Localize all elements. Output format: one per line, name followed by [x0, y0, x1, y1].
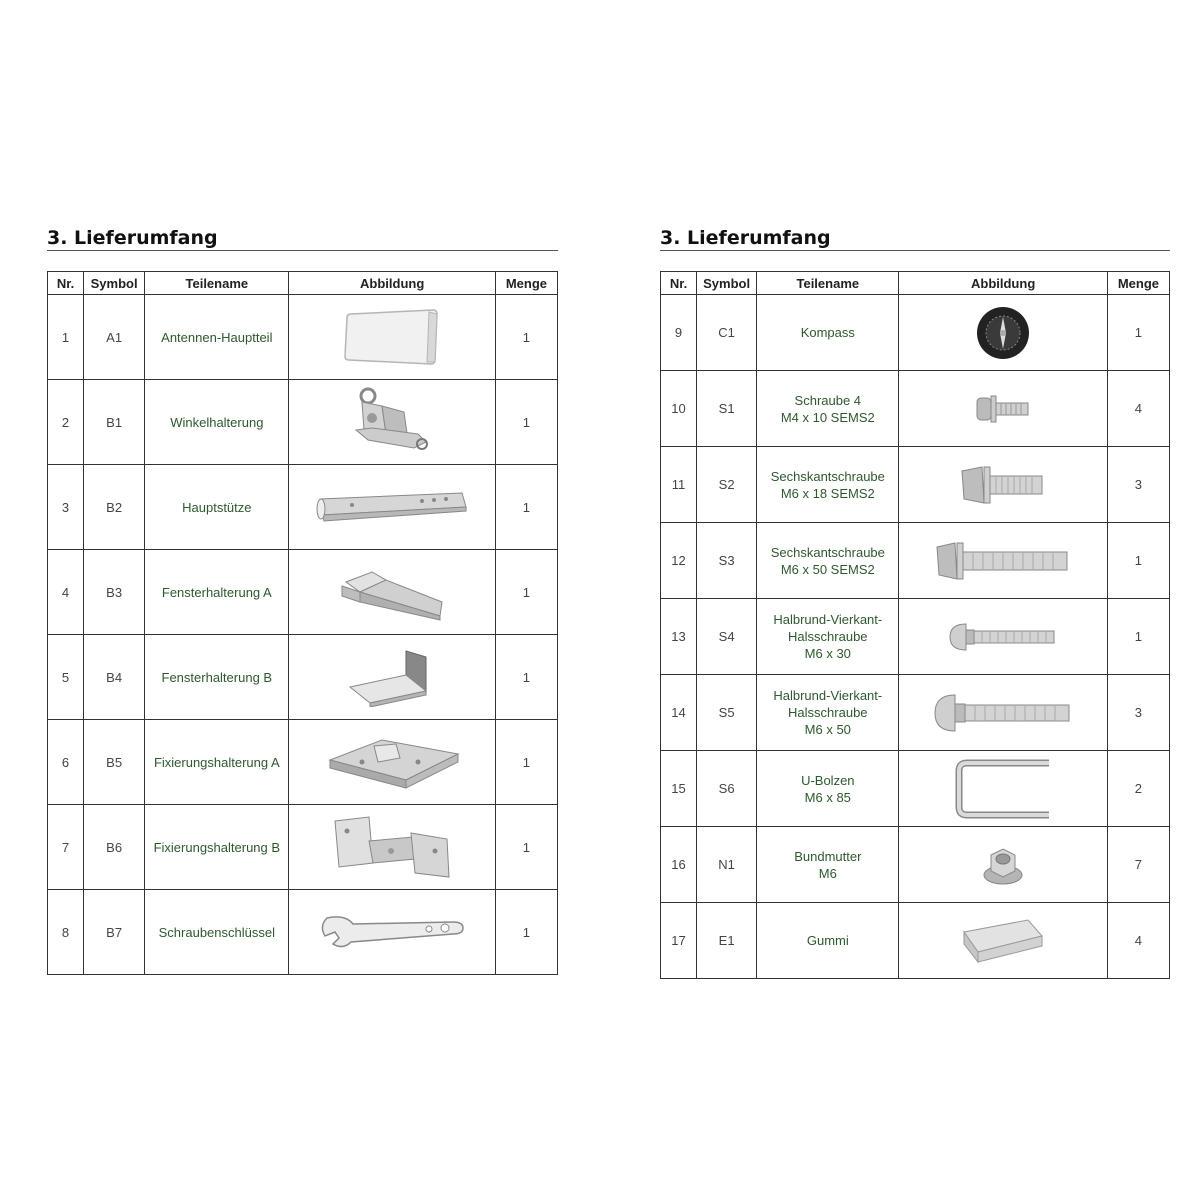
- table-row: [661, 371, 1170, 447]
- compass-image: [971, 303, 1035, 363]
- table-row: [48, 890, 558, 975]
- flange-nut-image: [981, 843, 1025, 887]
- name-line: M6: [818, 865, 837, 881]
- name-line: Sechskantschraube: [770, 544, 885, 560]
- cell-symbol: S1: [697, 371, 757, 447]
- table-row: [661, 751, 1170, 827]
- header-qty: Menge: [495, 272, 557, 295]
- cell-name: Fensterhalterung B: [145, 635, 289, 720]
- cell-symbol: S5: [697, 675, 757, 751]
- cell-name: [757, 447, 899, 523]
- cell-symbol: B1: [84, 380, 145, 465]
- cell-name: Schraubenschlüssel: [145, 890, 289, 975]
- cell-qty: 1: [495, 890, 557, 975]
- name-line: Sechskantschraube: [770, 468, 885, 484]
- wrench-image: [317, 912, 467, 952]
- table-row: [48, 550, 558, 635]
- main-support-image: [312, 489, 472, 525]
- cell-name: Winkelhalterung: [145, 380, 289, 465]
- table-row: [661, 903, 1170, 979]
- hex-screw-m6x50-image: [933, 539, 1073, 583]
- table-row: [48, 465, 558, 550]
- cell-symbol: B3: [84, 550, 145, 635]
- name-line: Halbrund-Vierkant-: [773, 688, 883, 703]
- cell-qty: 3: [1107, 675, 1169, 751]
- cell-nr: 3: [48, 465, 84, 550]
- cell-nr: 10: [661, 371, 697, 447]
- rubber-pad-image: [958, 916, 1048, 966]
- name-line: Halbrund-Vierkant-: [773, 612, 883, 627]
- cell-nr: 14: [661, 675, 697, 751]
- cell-symbol: E1: [697, 903, 757, 979]
- cell-nr: 16: [661, 827, 697, 903]
- name-line: Schraube 4: [794, 392, 862, 408]
- name-line: M6 x 18 SEMS2: [780, 485, 875, 501]
- cell-qty: 4: [1107, 903, 1169, 979]
- table-header-row: [48, 272, 558, 295]
- name-line: Halsschraube: [788, 705, 868, 720]
- name-line: Kompass: [800, 325, 855, 340]
- name-line: U-Bolzen: [801, 772, 855, 788]
- header-symbol: Symbol: [697, 272, 757, 295]
- cell-image: [289, 380, 495, 465]
- header-image: Abbildung: [289, 272, 495, 295]
- fixing-bracket-b-image: [327, 813, 457, 881]
- cell-nr: 9: [661, 295, 697, 371]
- cell-image: [899, 295, 1107, 371]
- cell-nr: 1: [48, 295, 84, 380]
- cell-name: Fensterhalterung A: [145, 550, 289, 635]
- parts-table: [660, 271, 1170, 979]
- cell-name: [757, 523, 899, 599]
- table-row: [661, 523, 1170, 599]
- cell-image: [289, 295, 495, 380]
- header-qty: Menge: [1107, 272, 1169, 295]
- cell-symbol: B4: [84, 635, 145, 720]
- name-line: M6 x 50 SEMS2: [780, 561, 875, 577]
- cell-image: [289, 635, 495, 720]
- angle-bracket-image: [342, 386, 442, 458]
- table-header-row: [661, 272, 1170, 295]
- table-row: [48, 295, 558, 380]
- cell-qty: 1: [495, 295, 557, 380]
- u-bolt-image: [953, 757, 1053, 821]
- cell-symbol: S4: [697, 599, 757, 675]
- cell-qty: 1: [495, 465, 557, 550]
- cell-qty: 1: [1107, 599, 1169, 675]
- header-nr: Nr.: [661, 272, 697, 295]
- cell-nr: 12: [661, 523, 697, 599]
- cell-name: [757, 295, 899, 371]
- name-line: M6 x 30: [804, 646, 851, 661]
- cell-name: [757, 827, 899, 903]
- cell-name: Antennen-Hauptteil: [145, 295, 289, 380]
- section-title: 3. Lieferumfang: [660, 226, 1170, 251]
- header-name: Teilename: [145, 272, 289, 295]
- antenna-panel-image: [337, 306, 447, 368]
- table-row: [661, 599, 1170, 675]
- cell-image: [899, 903, 1107, 979]
- cell-name: [757, 903, 899, 979]
- cell-symbol: S2: [697, 447, 757, 523]
- window-bracket-a-image: [332, 562, 452, 622]
- cell-symbol: B6: [84, 805, 145, 890]
- cell-nr: 2: [48, 380, 84, 465]
- name-line: Gummi: [806, 933, 849, 948]
- cell-image: [899, 523, 1107, 599]
- cell-image: [899, 827, 1107, 903]
- cell-nr: 15: [661, 751, 697, 827]
- cell-name: Fixierungshalterung B: [145, 805, 289, 890]
- name-line: M4 x 10 SEMS2: [780, 409, 875, 425]
- cell-image: [899, 751, 1107, 827]
- cell-image: [899, 675, 1107, 751]
- name-line: M6 x 85: [804, 789, 851, 805]
- cell-symbol: N1: [697, 827, 757, 903]
- cell-image: [899, 599, 1107, 675]
- hex-screw-m6x18-image: [958, 463, 1048, 507]
- screw-m4x10-image: [973, 392, 1033, 426]
- cell-image: [899, 447, 1107, 523]
- cell-qty: 1: [495, 805, 557, 890]
- table-row: [661, 827, 1170, 903]
- window-bracket-b-image: [342, 647, 442, 707]
- cell-qty: 7: [1107, 827, 1169, 903]
- cell-qty: 1: [495, 550, 557, 635]
- cell-qty: 1: [1107, 523, 1169, 599]
- cell-qty: 2: [1107, 751, 1169, 827]
- cell-nr: 11: [661, 447, 697, 523]
- table-row: [48, 805, 558, 890]
- cell-symbol: S3: [697, 523, 757, 599]
- cell-image: [289, 890, 495, 975]
- cell-qty: 1: [495, 380, 557, 465]
- table-row: [661, 675, 1170, 751]
- cell-nr: 17: [661, 903, 697, 979]
- header-image: Abbildung: [899, 272, 1107, 295]
- cell-name: [757, 371, 899, 447]
- cell-nr: 4: [48, 550, 84, 635]
- cell-name: [757, 675, 899, 751]
- cell-qty: 3: [1107, 447, 1169, 523]
- cell-name: Hauptstütze: [145, 465, 289, 550]
- carriage-bolt-m6x30-image: [948, 620, 1058, 654]
- cell-qty: 1: [1107, 295, 1169, 371]
- header-name: Teilename: [757, 272, 899, 295]
- cell-nr: 8: [48, 890, 84, 975]
- table-row: [48, 380, 558, 465]
- table-row: [48, 635, 558, 720]
- header-symbol: Symbol: [84, 272, 145, 295]
- header-nr: Nr.: [48, 272, 84, 295]
- parts-table: [47, 271, 558, 975]
- name-line: Bundmutter: [794, 848, 862, 864]
- cell-symbol: B7: [84, 890, 145, 975]
- cell-nr: 13: [661, 599, 697, 675]
- cell-image: [289, 720, 495, 805]
- right-page: [660, 226, 1170, 979]
- cell-name: Fixierungshalterung A: [145, 720, 289, 805]
- table-row: [48, 720, 558, 805]
- name-line: Halsschraube: [788, 629, 868, 644]
- cell-name: [757, 751, 899, 827]
- cell-symbol: S6: [697, 751, 757, 827]
- cell-image: [899, 371, 1107, 447]
- table-row: [661, 295, 1170, 371]
- table-row: [661, 447, 1170, 523]
- cell-symbol: A1: [84, 295, 145, 380]
- cell-symbol: B5: [84, 720, 145, 805]
- left-page: [47, 226, 558, 975]
- cell-image: [289, 805, 495, 890]
- cell-nr: 6: [48, 720, 84, 805]
- cell-name: [757, 599, 899, 675]
- cell-symbol: C1: [697, 295, 757, 371]
- name-line: M6 x 50: [804, 722, 851, 737]
- carriage-bolt-m6x50-image: [933, 691, 1073, 735]
- section-title: 3. Lieferumfang: [47, 226, 558, 251]
- cell-image: [289, 550, 495, 635]
- cell-qty: 4: [1107, 371, 1169, 447]
- cell-nr: 5: [48, 635, 84, 720]
- cell-qty: 1: [495, 720, 557, 805]
- cell-image: [289, 465, 495, 550]
- cell-symbol: B2: [84, 465, 145, 550]
- cell-qty: 1: [495, 635, 557, 720]
- cell-nr: 7: [48, 805, 84, 890]
- fixing-bracket-a-image: [322, 732, 462, 792]
